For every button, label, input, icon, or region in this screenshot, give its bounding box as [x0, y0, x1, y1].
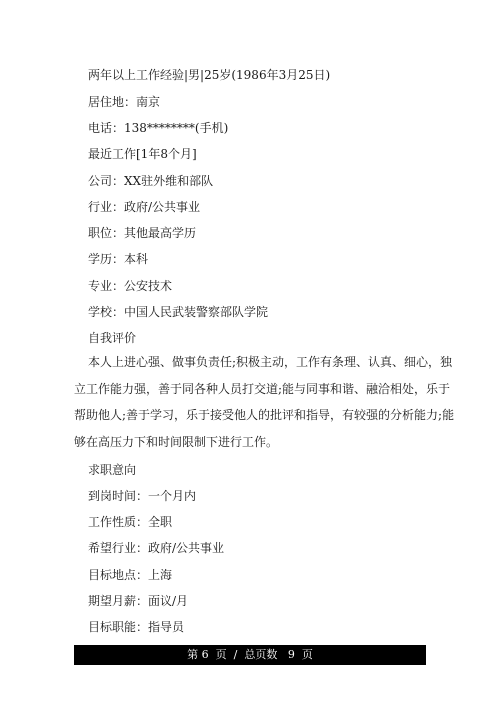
job-type-line: 工作性质：全职 [88, 515, 173, 529]
recent-work-line: 最近工作[1年8个月] [88, 147, 197, 161]
phone-line: 电话：138********(手机) [88, 121, 229, 135]
paragraph-line: 够在高压力下和时间限制下进行工作。 [74, 434, 279, 449]
start-time-line: 到岗时间：一个月内 [88, 489, 197, 503]
industry-line: 行业：政府/公共事业 [88, 200, 201, 214]
position-line: 职位：其他最高学历 [88, 226, 197, 240]
summary-line: 两年以上工作经验|男|25岁(1986年3月25日) [88, 68, 331, 82]
job-intention-heading: 求职意向 [88, 463, 137, 477]
target-function-line: 目标职能：指导员 [88, 620, 185, 634]
paragraph-line: 立工作能力强，善于同各种人员打交道;能与同事和谐、融洽相处，乐于 [74, 381, 451, 396]
school-line: 学校：中国人民武装警察部队学院 [88, 305, 269, 319]
residence-line: 居住地：南京 [88, 95, 161, 109]
self-evaluation-heading: 自我评价 [88, 331, 137, 345]
page-footer: 第 6 页 / 总页数 9 页 [74, 645, 426, 665]
expected-salary-line: 期望月薪：面议/月 [88, 594, 189, 608]
self-evaluation-paragraph [74, 349, 455, 455]
paragraph-line: 帮助他人;善于学习，乐于接受他人的批评和指导，有较强的分析能力;能 [74, 408, 455, 422]
education-line: 学历：本科 [88, 252, 149, 266]
desired-industry-line: 希望行业：政府/公共事业 [88, 541, 225, 555]
company-line: 公司：XX驻外维和部队 [88, 174, 214, 188]
paragraph-line: 本人上进心强、做事负责任;积极主动，工作有条理、认真、细心，独 [88, 355, 453, 369]
target-location-line: 目标地点：上海 [88, 568, 173, 582]
major-line: 专业：公安技术 [88, 279, 173, 293]
